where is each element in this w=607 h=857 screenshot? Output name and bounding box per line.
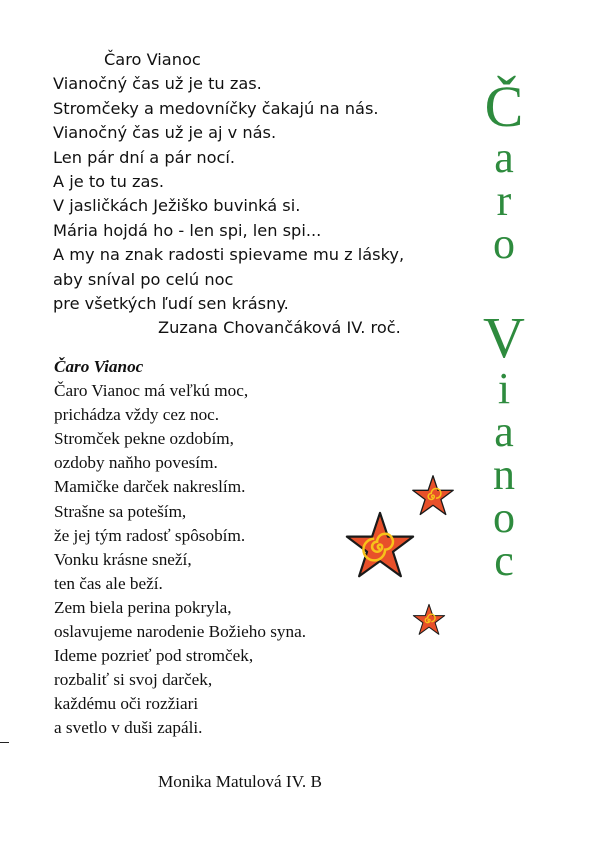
vertical-title-letter: c [494, 536, 514, 585]
vertical-title-letter: n [493, 450, 515, 499]
poem-1-line: A je to tu zas. [53, 172, 164, 192]
poem-1-line: pre všetkých ľudí sen krásny. [53, 294, 289, 314]
poem-1-author: Zuzana Chovančáková IV. roč. [158, 318, 401, 338]
poem-2-line: ten čas ale beží. [54, 573, 163, 593]
word-gap [478, 265, 530, 309]
poem-2-line: Mamičke darček nakreslím. [54, 477, 246, 497]
poem-2-line: a svetlo v duši zapáli. [54, 718, 203, 738]
poem-1 [53, 48, 473, 341]
vertical-title-letter: a [494, 407, 514, 456]
poem-1-line: Vianočný čas už je tu zas. [53, 74, 262, 94]
vertical-title-letter: o [493, 219, 515, 268]
vertical-title-letter: i [497, 364, 511, 413]
vertical-title-letter: Č [484, 74, 524, 139]
poem-1-title: Čaro Vianoc [104, 50, 201, 69]
vertical-title [478, 74, 530, 585]
poem-1-line: V jasličkách Ježiško buvinká si. [53, 196, 301, 216]
poem-2-line: Ideme pozrieť pod stromček, [54, 646, 254, 666]
poem-2-line: že jej tým radosť spôsobím. [54, 525, 246, 545]
poem-1-line: Stromčeky a medovníčky čakajú na nás. [53, 98, 379, 118]
poem-2-line: prichádza vždy cez noc. [54, 405, 220, 425]
poem-2-line: rozbaliť si svoj darček, [54, 670, 213, 690]
poem-1-line: Mária hojdá ho - len spi, len spi... [53, 220, 322, 240]
poem-2-line: Strašne sa poteším, [54, 501, 187, 521]
poem-1-line: A my na znak radosti spievame mu z lásky, [53, 245, 405, 265]
vertical-title-letter: r [496, 176, 512, 225]
poem-2-line: Stromček pekne ozdobím, [54, 429, 234, 449]
poem-2-author: Monika Matulová IV. B [158, 772, 322, 791]
vertical-title-letter: o [493, 493, 515, 542]
poem-1-line: Len pár dní a pár nocí. [53, 147, 236, 167]
poem-1-line: aby sníval po celú noc [53, 269, 234, 289]
star-icon [341, 510, 419, 582]
poem-2-line: Vonku krásne sneží, [54, 549, 192, 569]
margin-mark [0, 742, 9, 743]
vertical-title-letter: a [494, 133, 514, 182]
poem-2-line: každému oči rozžiari [54, 694, 199, 714]
poem-2-line: oslavujeme narodenie Božieho syna. [54, 622, 307, 642]
poem-2-line: Zem biela perina pokryla, [54, 597, 232, 617]
poem-2-title: Čaro Vianoc [54, 357, 144, 376]
vertical-title-letter: V [483, 305, 525, 370]
poem-2-line: ozdoby naňho povesím. [54, 453, 218, 473]
poem-1-line: Vianočný čas už je aj v nás. [53, 123, 277, 143]
poem-2-line: Čaro Vianoc má veľkú moc, [54, 381, 249, 401]
star-icon [408, 603, 450, 637]
